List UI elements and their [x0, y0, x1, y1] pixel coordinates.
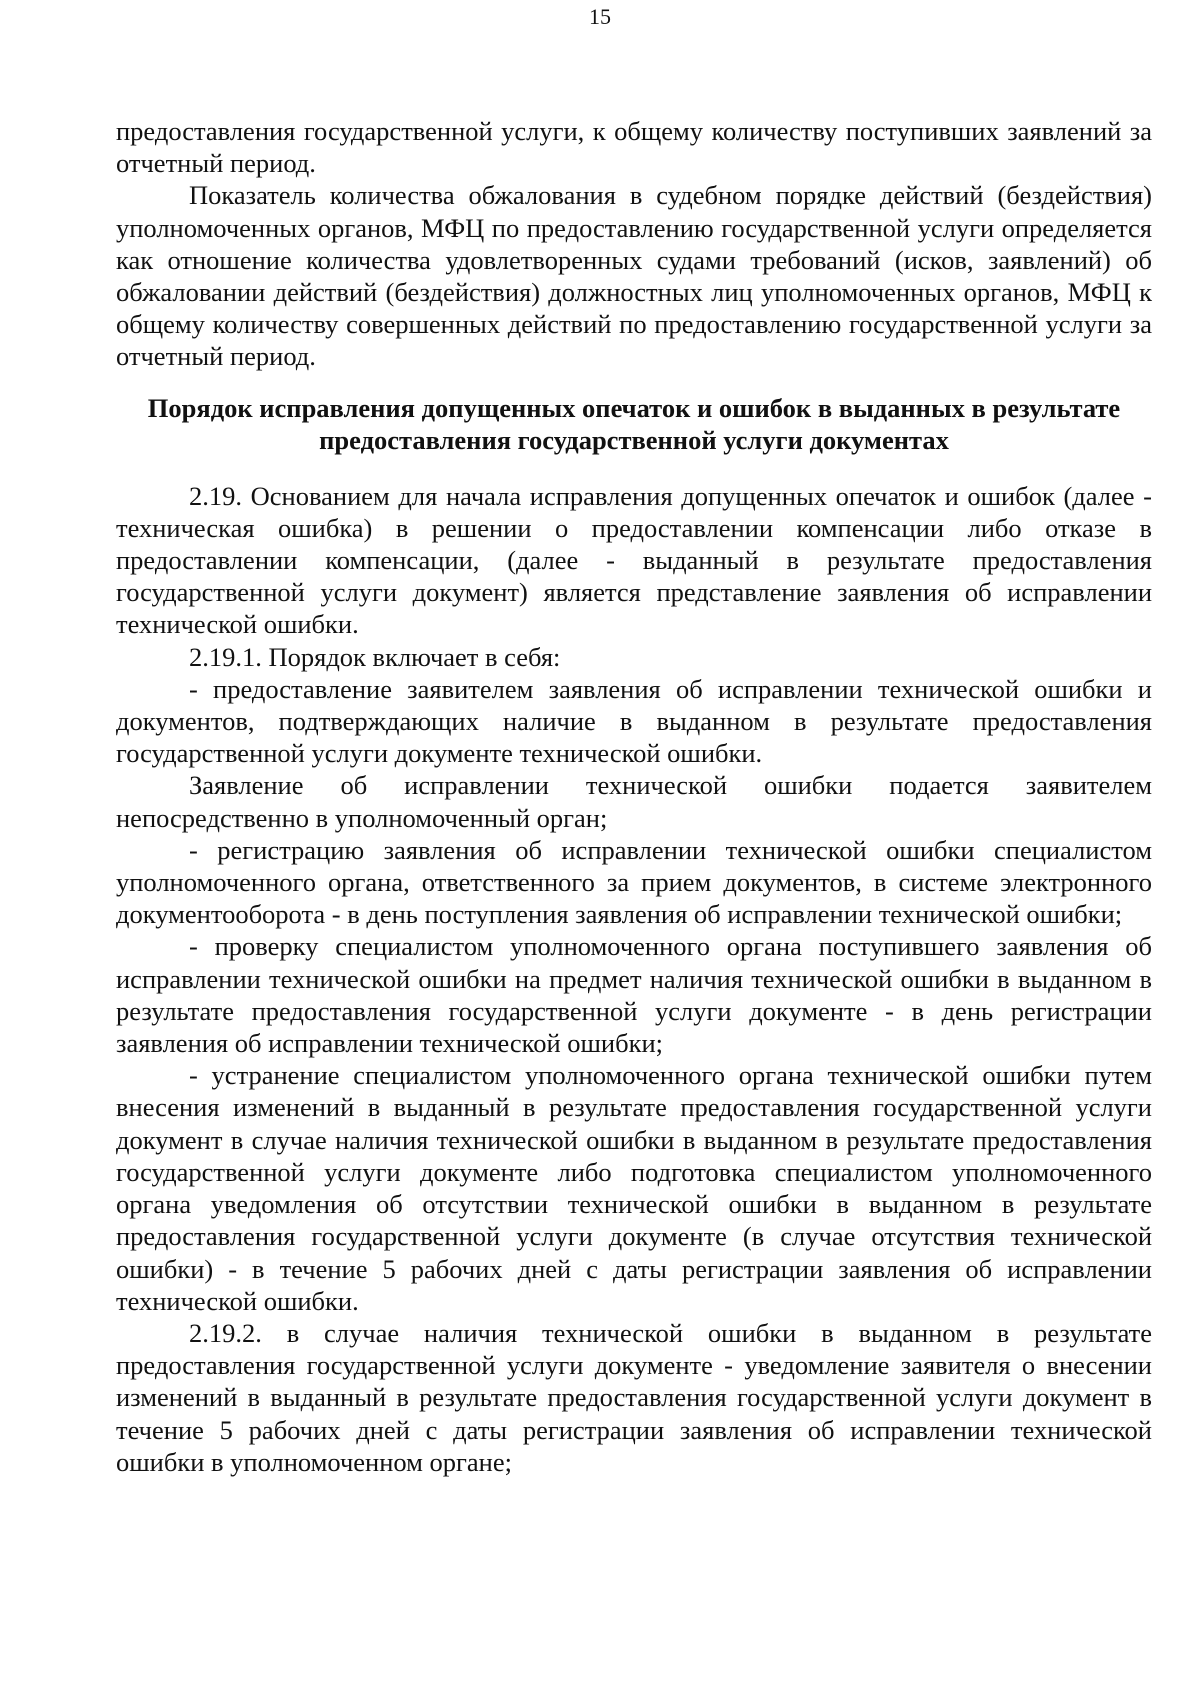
paragraph-2-19-2: 2.19.2. в случае наличия технической ошибки в выданном в результате предоставления государственной услуги документе - уведомление заявителя о внесении изменений в выданный в результате предоставления государственной услуги документ в течение 5 рабочих дней с даты регистрации заявления об исправлении технической ошибки в уполномоченном органе; — [116, 1317, 1152, 1477]
paragraph-appeal-indicator: Показатель количества обжалования в судебном порядке действий (бездействия) уполномоченных органов, МФЦ по предоставлению государственной услуги определяется как отношение количества удовлетворенных судами требований (исков, заявлений) об обжаловании действий (бездействия) должностных лиц уполномоченных органов, МФЦ к общему количеству совершенных действий по предоставлению государственной услуги за отчетный период. — [116, 180, 1152, 372]
list-item-elimination: - устранение специалистом уполномоченного органа технической ошибки путем внесения изменений в выданный в результате предоставления государственной услуги документ в случае наличия технической ошибки в выданном в результате предоставления государственной услуги документе либо подготовка специалистом уполномоченного органа уведомления об отсутствии технической ошибки в выданном в результате предоставления государственной услуги документе (в случае отсутствия технической ошибки) - в течение 5 рабочих дней с даты регистрации заявления об исправлении технической ошибки. — [116, 1060, 1152, 1316]
list-item-verification: - проверку специалистом уполномоченного органа поступившего заявления об исправлении технической ошибки на предмет наличия технической ошибки в выданном в результате предоставления государственной услуги документе - в день регистрации заявления об исправлении технической ошибки; — [116, 931, 1152, 1059]
list-item-registration: - регистрацию заявления об исправлении технической ошибки специалистом уполномоченного органа, ответственного за прием документов, в системе электронного документооборота - в день поступления заявления об исправлении технической ошибки; — [116, 834, 1152, 930]
section-heading: Порядок исправления допущенных опечаток и ошибок в выданных в результате предоставления государственной услуги документах — [147, 392, 1121, 456]
paragraph-2-19-1: 2.19.1. Порядок включает в себя: — [189, 641, 561, 672]
paragraph-2-19: 2.19. Основанием для начала исправления допущенных опечаток и ошибок (далее - техническая ошибка) в решении о предоставлении компенсации либо отказе в предоставлении компенсации, (далее - выданный в результате предоставления государственной услуги документ) является представление заявления об исправлении технической ошибки. — [116, 480, 1152, 640]
paragraph-continuation: предоставления государственной услуги, к общему количеству поступивших заявлений за отчетный период. — [116, 116, 1152, 179]
paragraph-application-filing: Заявление об исправлении технической ошибки подается заявителем непосредственно в уполномоченный орган; — [116, 770, 1152, 833]
list-item-submission: - предоставление заявителем заявления об исправлении технической ошибки и документов, подтверждающих наличие в выданном в результате предоставления государственной услуги документе технической ошибки. — [116, 673, 1152, 769]
document-body — [116, 115, 1152, 1478]
page-number: 15 — [589, 4, 611, 29]
